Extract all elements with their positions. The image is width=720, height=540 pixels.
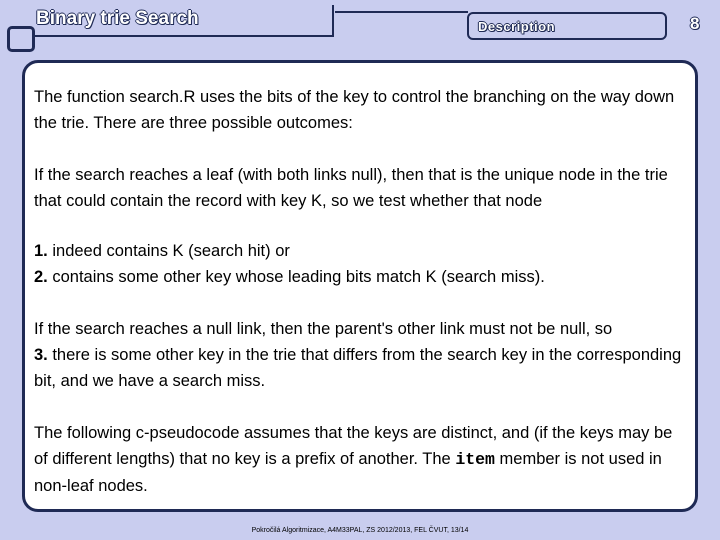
section-label-box: [467, 12, 667, 40]
title-box: [27, 5, 334, 37]
paragraph-leaf-case: If the search reaches a leaf (with both links null), then that is the unique node in the trie that could contain the record with key K, so we test whether that node: [34, 166, 668, 210]
outcome-text-3: there is some other key in the trie that differs from the search key in the corresponding bit, and we have a search miss.: [34, 346, 682, 390]
footer-text: Pokročilá Algoritmizace, A4M33PAL, ZS 2012/2013, FEL ČVUT, 13/14: [251, 527, 469, 534]
paragraph-pseudocode-note: [34, 420, 684, 499]
note-text-before: The following c-pseudocode assumes that the keys are distinct, and (if the keys may be of different lengths) that no key is a prefix of another. The: [34, 424, 673, 468]
outcome-text-2: contains some other key whose leading bits match K (search miss).: [47, 268, 545, 286]
note-text-after: member is not used in non-leaf nodes.: [34, 450, 662, 495]
paragraph-outcomes: [34, 238, 684, 290]
page-number: 8: [690, 14, 700, 33]
item-code: item: [455, 450, 495, 469]
corner-decoration: [7, 26, 35, 52]
content-panel: [22, 60, 698, 512]
paragraph-intro: The function search.R uses the bits of the key to control the branching on the way down the trie. There are three possible outcomes:: [34, 88, 675, 132]
outcome-number-1: 1.: [34, 242, 48, 260]
outcome-number-3: 3.: [34, 346, 48, 364]
header-divider: [335, 11, 468, 13]
outcome-number-2: 2.: [34, 268, 48, 286]
outcome-text-1: indeed contains K (search hit) or: [47, 242, 290, 260]
paragraph-null-link: [34, 316, 684, 394]
section-label: Description: [478, 19, 556, 34]
null-link-text: If the search reaches a null link, then the parent's other link must not be null, so: [34, 320, 613, 338]
slide-title: Binary trie Search: [36, 8, 199, 29]
